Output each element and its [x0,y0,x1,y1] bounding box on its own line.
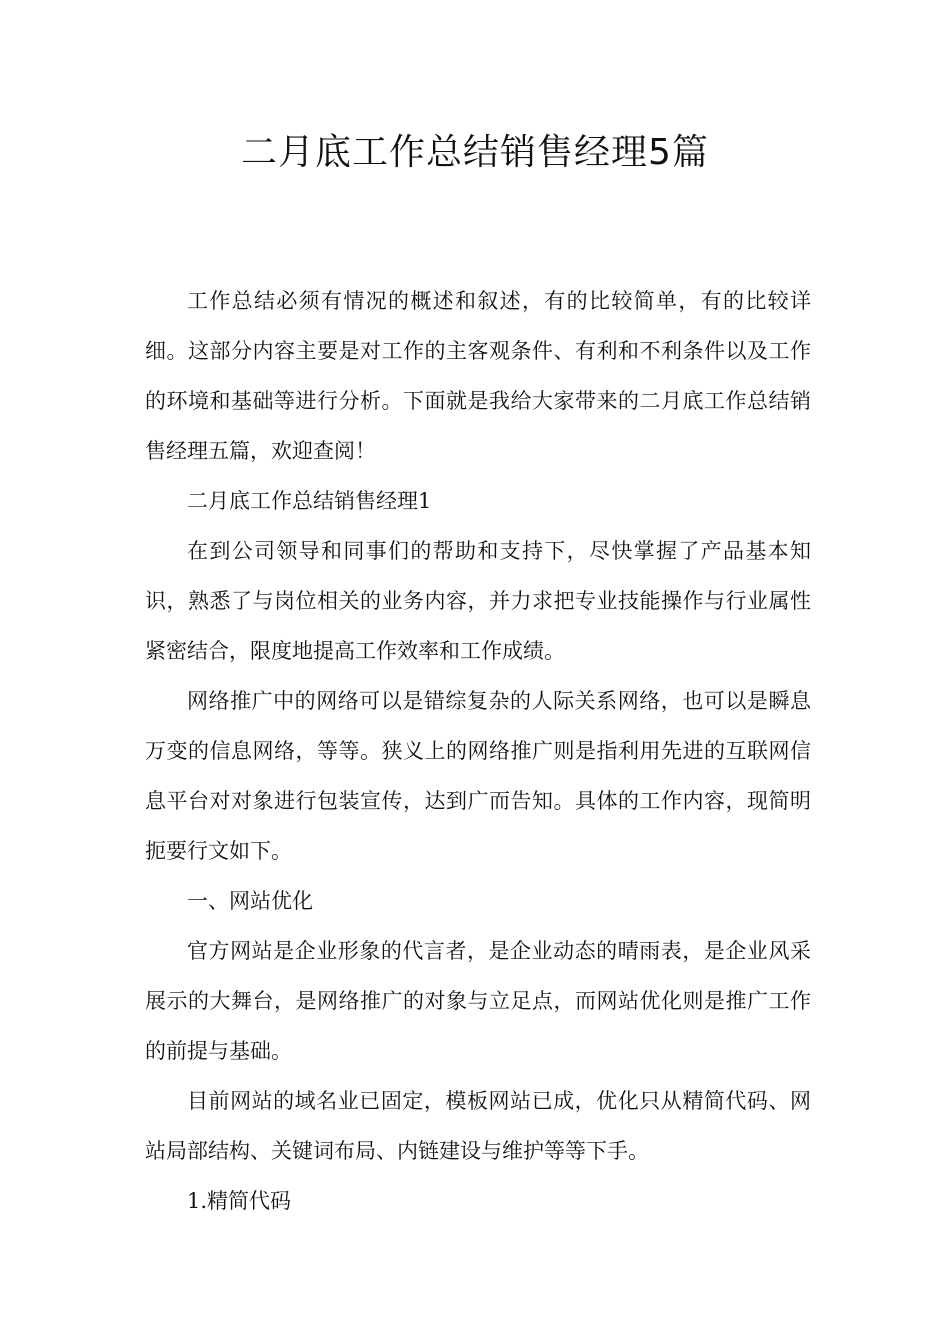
intro-paragraph: 工作总结必须有情况的概述和叙述，有的比较简单，有的比较详细。这部分内容主要是对工作的主客观条件、有利和不利条件以及工作的环境和基础等进行分析。下面就是我给大家带来的二月底工作总结销售经理五篇，欢迎查阅！ [145,289,811,463]
document-body [145,276,811,1226]
body-paragraph: 目前网站的域名业已固定，模板网站已成，优化只从精简代码、网站局部结构、关键词布局、内链建设与维护等等下手。 [145,1089,811,1163]
body-paragraph: 官方网站是企业形象的代言者，是企业动态的晴雨表，是企业风采展示的大舞台，是网络推广的对象与立足点，而网站优化则是推广工作的前提与基础。 [145,939,811,1063]
subsection-heading-simplify-code: 1.精简代码 [187,1189,292,1213]
body-paragraph: 在到公司领导和同事们的帮助和支持下，尽快掌握了产品基本知识，熟悉了与岗位相关的业务内容，并力求把专业技能操作与行业属性紧密结合，限度地提高工作效率和工作成绩。 [145,539,811,663]
document-title: 二月底工作总结销售经理5篇 [241,132,709,173]
section-heading-1: 二月底工作总结销售经理1 [187,489,432,513]
subsection-heading-website-optimization: 一、网站优化 [187,889,313,913]
body-paragraph: 网络推广中的网络可以是错综复杂的人际关系网络，也可以是瞬息万变的信息网络，等等。狭义上的网络推广则是指利用先进的互联网信息平台对对象进行包装宣传，达到广而告知。具体的工作内容，现简明扼要行文如下。 [145,689,811,863]
